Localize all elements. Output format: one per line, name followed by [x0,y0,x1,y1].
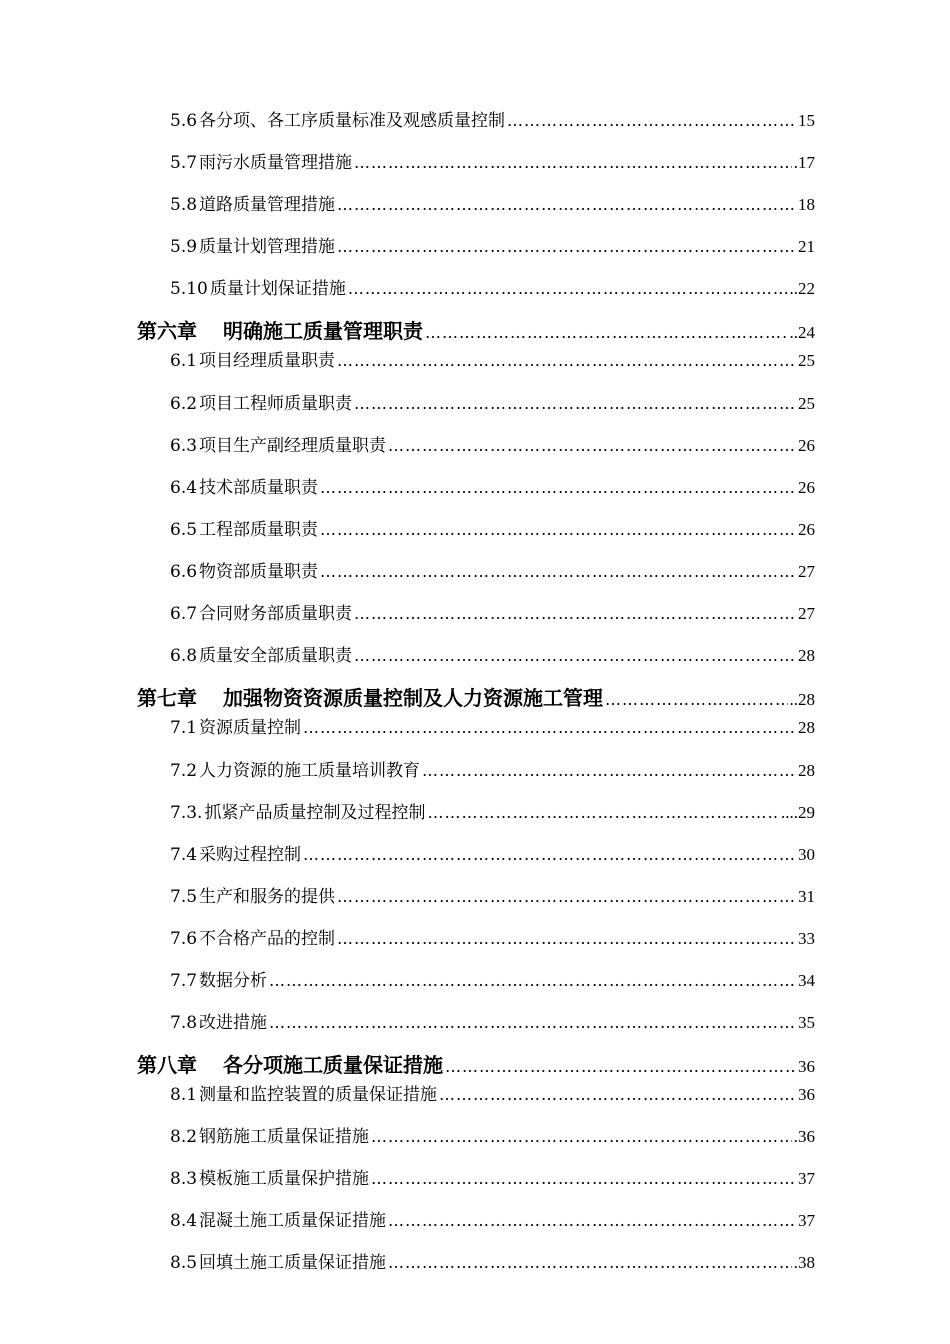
toc-entry-page: 30 [798,845,815,864]
toc-entry-number: 7.8 [170,1013,198,1033]
toc-entry [170,346,815,371]
toc-entry-title: 回填土施工质量保证措施 [199,1253,387,1273]
toc-entry-label [170,346,335,371]
dot-leader [269,971,796,990]
toc-chapter-label [137,682,603,711]
toc-chapter-page: ..24 [789,323,815,342]
toc-entry-title: 项目生产副经理质量职责 [199,436,387,456]
toc-entry-page: 27 [798,562,815,581]
toc-entry-number: 6.6 [170,562,198,582]
dot-leader [320,520,796,539]
toc-chapter-title: 各分项施工质量保证措施 [223,1053,443,1077]
toc-entry-number: 6.7 [170,604,198,624]
toc-entry [170,599,815,624]
toc-entry-title: 资源质量控制 [199,718,302,738]
toc-entry-label [170,1206,386,1231]
dot-leader [439,1085,796,1104]
toc-entry-page: ..22 [789,279,815,298]
toc-entry-title: 测量和监控装置的质量保证措施 [199,1085,438,1105]
toc-entry [170,1206,815,1231]
toc-entry-number: 7.3. [170,803,203,823]
toc-entry-title: 工程部质量职责 [199,520,319,540]
toc-entry-label [170,1122,369,1147]
toc-entry [170,1164,815,1189]
toc-entry-page: ....29 [781,803,815,822]
toc-entry-number: 5.9 [170,237,198,257]
toc-entry-label [170,1008,267,1033]
toc-entry-label [170,106,505,131]
toc-entry-page: 26 [798,478,815,497]
toc-entry-title: 模板施工质量保护措施 [199,1169,370,1189]
toc-entry-title: 项目工程师质量职责 [199,394,353,414]
toc-entry-number: 6.8 [170,646,198,666]
toc-entry-page: 34 [798,971,815,990]
toc-entry-number: 6.1 [170,351,198,371]
toc-entry [170,756,815,781]
toc-entry-page: .36 [793,1127,815,1146]
toc-entry [170,389,815,414]
toc-entry [170,1080,815,1105]
toc-entry-label [170,599,352,624]
toc-entry [170,190,815,215]
toc-entry-label [170,473,318,498]
toc-entry-page: 35 [798,1013,815,1032]
toc-chapter [137,682,815,711]
toc-entry-title: 质量计划管理措施 [199,237,336,257]
toc-entry-title: 项目经理质量职责 [199,351,336,371]
toc-entry-label [170,389,352,414]
toc-entry-title: 改进措施 [199,1013,268,1033]
toc-entry-number: 5.6 [170,111,198,131]
toc-entry [170,431,815,456]
toc-chapter-title: 加强物资资源质量控制及人力资源施工管理 [223,686,603,710]
toc-entry [170,232,815,257]
toc-entry-label [170,274,346,299]
toc-entry [170,641,815,666]
toc-entry-title: 物资部质量职责 [199,562,319,582]
dot-leader [371,1127,792,1146]
toc-entry-title: 采购过程控制 [199,845,302,865]
toc-entry [170,840,815,865]
toc-entry [170,148,815,173]
dot-leader [388,1253,792,1272]
toc-entry-number: 7.2 [170,761,198,781]
toc-entry-number: 8.4 [170,1211,198,1231]
toc-entry-title: 混凝土施工质量保证措施 [199,1211,387,1231]
dot-leader [303,718,796,737]
toc-entry-title: 抓紧产品质量控制及过程控制 [204,803,426,823]
toc-chapter-title: 明确施工质量管理职责 [223,319,423,343]
toc-entry-page: 33 [798,929,815,948]
dot-leader [337,929,796,948]
toc-chapter-label [137,1049,443,1078]
toc-entry-label [170,1164,369,1189]
toc-entry-label [170,966,267,991]
toc-entry-label [170,713,301,738]
dot-leader [507,111,796,130]
toc-chapter-number: 第七章 [137,686,197,710]
toc-entry-page: 15 [798,111,815,130]
toc-entry [170,1122,815,1147]
toc-entry-page: 26 [798,520,815,539]
toc-entry-number: 8.5 [170,1253,198,1273]
toc-entry [170,882,815,907]
toc-entry-title: 数据分析 [199,971,268,991]
toc-entry-page: 37 [798,1169,815,1188]
dot-leader [337,195,796,214]
toc-entry-title: 合同财务部质量职责 [199,604,353,624]
toc-entry-page: 25 [798,394,815,413]
toc-chapter [137,1049,815,1078]
dot-leader [422,761,796,780]
dot-leader [337,351,796,370]
toc-entry-label [170,756,420,781]
toc-entry-title: 生产和服务的提供 [199,887,336,907]
toc-entry-page: 28 [798,646,815,665]
toc-entry-label [170,641,352,666]
toc-entry-title: 道路质量管理措施 [199,195,336,215]
toc-entry-number: 5.8 [170,195,198,215]
toc-entry-page: 37 [798,1211,815,1230]
toc-entry [170,1248,815,1273]
toc-chapter-number: 第八章 [137,1053,197,1077]
toc-entry [170,515,815,540]
dot-leader [445,1057,796,1076]
dot-leader [269,1013,796,1032]
toc-entry [170,274,815,299]
dot-leader [337,237,796,256]
toc-entry-number: 6.2 [170,394,198,414]
dot-leader [425,323,788,342]
toc-entry-number: 7.6 [170,929,198,949]
toc-entry-label [170,190,335,215]
dot-leader [354,153,792,172]
toc-entry-page: 27 [798,604,815,623]
toc-entry [170,713,815,738]
toc-entry-title: 钢筋施工质量保证措施 [199,1127,370,1147]
toc-chapter-label [137,315,423,344]
toc-entry-page: 31 [798,887,815,906]
toc-entry-label [170,1080,437,1105]
toc-entry [170,798,815,823]
toc-chapter [137,315,815,344]
toc-entry-label [170,882,335,907]
toc-entry-page: .17 [793,153,815,172]
toc-entry-number: 7.5 [170,887,198,907]
toc-entry-page: 21 [798,237,815,256]
toc-entry-page: 25 [798,351,815,370]
toc-entry-number: 8.3 [170,1169,198,1189]
dot-leader [354,394,796,413]
toc-entry-title: 雨污水质量管理措施 [199,153,353,173]
toc-entry-number: 8.1 [170,1085,198,1105]
toc-entry-number: 5.7 [170,153,198,173]
toc-entry [170,1008,815,1033]
toc-entry-title: 各分项、各工序质量标准及观感质量控制 [199,111,506,131]
toc-entry-page: 28 [798,718,815,737]
toc-entry-number: 7.4 [170,845,198,865]
toc-entry-label [170,148,352,173]
dot-leader [371,1169,796,1188]
toc-entry-title: 质量计划保证措施 [209,279,346,299]
toc-chapter-page: 36 [798,1057,815,1076]
toc-entry-number: 5.10 [170,279,208,299]
dot-leader [320,562,796,581]
toc-entry-number: 6.4 [170,478,198,498]
toc-entry-label [170,431,386,456]
dot-leader [320,478,796,497]
toc-entry-page: 26 [798,436,815,455]
toc-entry-number: 7.7 [170,971,198,991]
toc-chapter-page: ..28 [789,690,815,709]
toc-entry-title: 人力资源的施工质量培训教育 [199,761,421,781]
toc-entry-label [170,1248,386,1273]
toc-entry-title: 不合格产品的控制 [199,929,336,949]
dot-leader [303,845,796,864]
toc-entry-page: 18 [798,195,815,214]
toc-entry [170,106,815,131]
toc-entry-label [170,798,425,823]
toc-entry [170,473,815,498]
dot-leader [388,436,796,455]
toc-entry-label [170,515,318,540]
toc-entry [170,924,815,949]
toc-entry-label [170,924,335,949]
dot-leader [337,887,796,906]
toc-entry-page: .38 [793,1253,815,1272]
toc-entry-page: 28 [798,761,815,780]
toc-entry-label [170,232,335,257]
dot-leader [427,803,779,822]
toc-entry-label [170,557,318,582]
toc-entry-number: 8.2 [170,1127,198,1147]
dot-leader [348,279,788,298]
dot-leader [354,604,796,623]
toc-entry [170,966,815,991]
toc-entry-number: 6.5 [170,520,198,540]
dot-leader [605,690,788,709]
toc-entry-number: 6.3 [170,436,198,456]
toc-entry-page: 36 [798,1085,815,1104]
toc-entry-number: 7.1 [170,718,198,738]
dot-leader [354,646,796,665]
toc-entry-title: 技术部质量职责 [199,478,319,498]
toc-entry-label [170,840,301,865]
dot-leader [388,1211,796,1230]
toc-chapter-number: 第六章 [137,319,197,343]
toc-entry-title: 质量安全部质量职责 [199,646,353,666]
toc-entry [170,557,815,582]
